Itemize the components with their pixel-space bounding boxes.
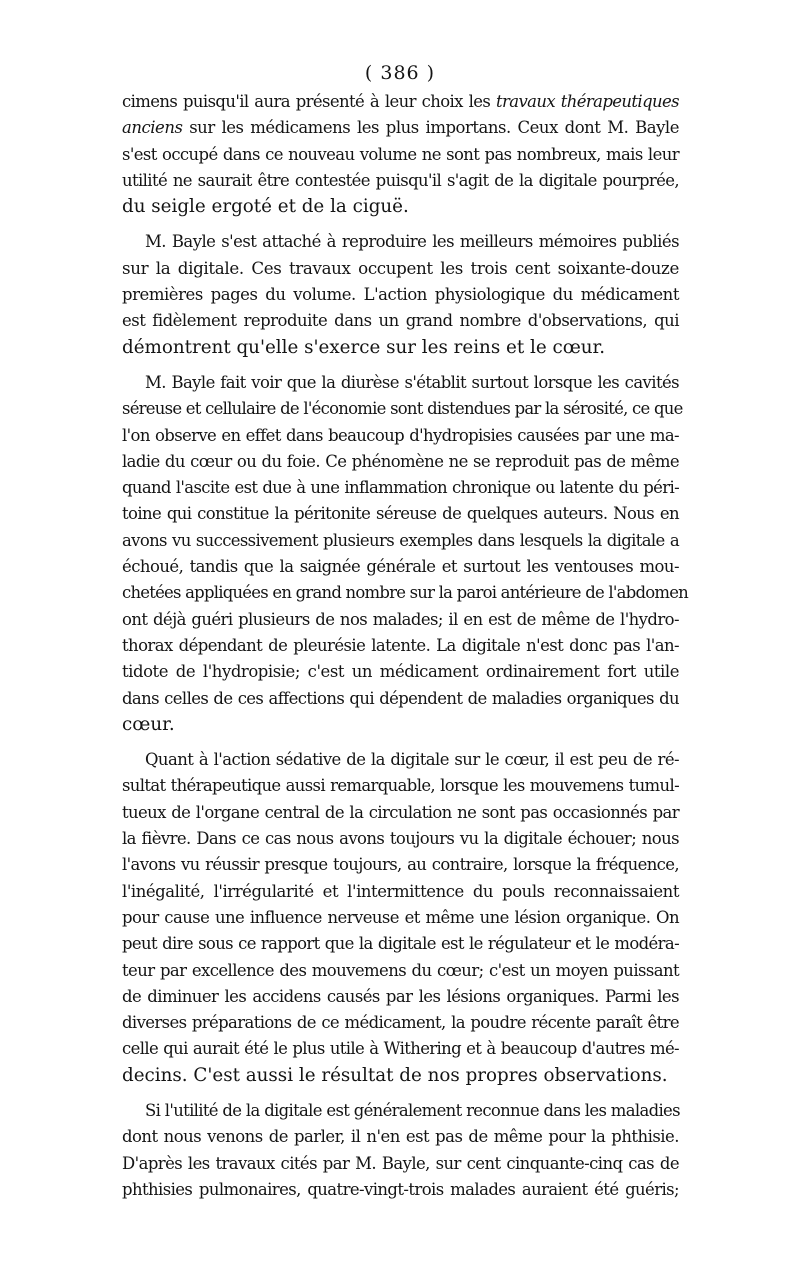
text-segment: du seigle ergoté et de la ciguë. xyxy=(122,196,409,218)
text-segment: l'inégalité, l'irrégularité et l'intermittence du pouls reconnaissaient xyxy=(122,881,679,901)
paragraph xyxy=(122,747,679,1089)
text-line xyxy=(122,282,679,308)
text-line xyxy=(122,396,683,422)
text-line xyxy=(122,142,679,168)
paragraph xyxy=(122,89,679,220)
text-line xyxy=(122,747,679,773)
text-segment: l'avons vu réussir presque toujours, au contraire, lorsque la fréquence, xyxy=(122,855,679,875)
paragraph-gap xyxy=(122,361,679,370)
text-segment: est fidèlement reproduite dans un grand nombre d'observations, qui xyxy=(122,311,679,331)
text-line xyxy=(122,800,679,826)
text-segment: cimens puisqu'il aura présenté à leur choix les xyxy=(122,92,496,111)
text-line xyxy=(122,905,679,931)
text-segment: l'on observe en effet dans beaucoup d'hydropisies causées par une ma- xyxy=(122,425,679,445)
text-segment: thorax dépendant de pleurésie latente. La digitale n'est donc pas l'an- xyxy=(122,635,679,655)
text-segment: sur la digitale. Ces travaux occupent les trois cent soixante-douze xyxy=(122,258,679,278)
text-segment: de diminuer les accidens causés par les lésions organiques. Parmi les xyxy=(122,986,679,1006)
text-line xyxy=(122,308,679,334)
text-line xyxy=(122,659,679,685)
text-line xyxy=(122,879,679,905)
text-line xyxy=(122,826,679,852)
text-segment: celle qui aurait été le plus utile à Withering et à beaucoup d'autres mé- xyxy=(122,1039,679,1059)
page-number: ( 386 ) xyxy=(364,62,436,84)
text-segment: quand l'ascite est due à une inflammation chronique ou latente du péri- xyxy=(122,478,679,498)
text-line xyxy=(122,1098,679,1124)
text-segment: sultat thérapeutique aussi remarquable, lorsque les mouvemens tumul- xyxy=(122,776,679,796)
text-line xyxy=(122,528,679,554)
paragraph-gap xyxy=(122,1089,679,1098)
text-line xyxy=(122,1036,679,1062)
text-segment: Quant à l'action sédative de la digitale sur le cœur, il est peu de ré- xyxy=(145,750,679,770)
text-line xyxy=(122,984,679,1010)
text-line xyxy=(122,1063,679,1089)
text-line xyxy=(122,168,679,194)
text-segment: peut dire sous ce rapport que la digitale est le régulateur et le modéra- xyxy=(122,934,679,954)
paragraph-gap xyxy=(122,738,679,747)
text-segment: pour cause une influence nerveuse et même une lésion organique. On xyxy=(122,907,679,927)
text-segment: chetées appliquées en grand nombre sur la paroi antérieure de l'abdomen xyxy=(122,583,688,603)
text-line xyxy=(122,229,679,255)
text-segment: premières pages du volume. L'action physiologique du médicament xyxy=(122,285,679,305)
text-segment: cœur. xyxy=(122,713,175,735)
text-line xyxy=(122,1124,679,1150)
text-segment: dans celles de ces affections qui dépendent de maladies organiques du xyxy=(122,688,679,708)
paragraph xyxy=(122,1098,679,1203)
text-line xyxy=(122,115,679,141)
italic-text: travaux thérapeutiques xyxy=(495,92,680,111)
text-line xyxy=(122,633,679,659)
paragraph xyxy=(122,229,679,360)
paragraph-gap xyxy=(122,220,679,229)
text-line xyxy=(122,1177,679,1203)
text-segment: ladie du cœur ou du foie. Ce phénomène ne se reproduit pas de même xyxy=(122,451,679,471)
text-segment: M. Bayle fait voir que la diurèse s'établit surtout lorsque les cavités xyxy=(145,372,679,392)
text-segment: tidote de l'hydropisie; c'est un médicament ordinairement fort utile xyxy=(122,662,679,682)
text-line xyxy=(122,773,679,799)
text-segment: M. Bayle s'est attaché à reproduire les meilleurs mémoires publiés xyxy=(145,232,679,252)
text-line xyxy=(122,686,679,712)
text-segment: utilité ne saurait être contestée puisqu'il s'agit de la digitale pourprée, xyxy=(122,170,679,190)
body-text xyxy=(122,89,688,1203)
text-line xyxy=(122,554,679,580)
text-line xyxy=(122,607,679,633)
text-line xyxy=(122,335,679,361)
text-segment: séreuse et cellulaire de l'économie sont distendues par la sérosité, ce que xyxy=(122,399,683,419)
text-segment: ont déjà guéri plusieurs de nos malades; il en est de même de l'hydro- xyxy=(122,609,679,629)
text-segment: s'est occupé dans ce nouveau volume ne sont pas nombreux, mais leur xyxy=(122,144,679,164)
text-line xyxy=(122,423,679,449)
text-segment: dont nous venons de parler, il n'en est pas de même pour la phthisie. xyxy=(122,1127,679,1147)
text-segment: decins. C'est aussi le résultat de nos propres observations. xyxy=(122,1064,668,1086)
text-line xyxy=(122,958,679,984)
text-line xyxy=(122,501,679,527)
text-segment: D'après les travaux cités par M. Bayle, sur cent cinquante-cinq cas de xyxy=(122,1153,679,1173)
text-line xyxy=(122,852,679,878)
text-line xyxy=(122,1151,679,1177)
text-line xyxy=(122,256,679,282)
text-line xyxy=(122,475,679,501)
text-segment: avons vu successivement plusieurs exemples dans lesquels la digitale a xyxy=(122,530,679,550)
text-segment: sur les médicamens les plus importans. Ceux dont M. Bayle xyxy=(182,118,679,138)
text-segment: tueux de l'organe central de la circulation ne sont pas occasionnés par xyxy=(122,802,679,822)
text-segment: diverses préparations de ce médicament, la poudre récente paraît être xyxy=(122,1013,679,1033)
text-line xyxy=(122,712,679,738)
text-line xyxy=(122,931,679,957)
text-line xyxy=(122,370,679,396)
text-line xyxy=(122,449,679,475)
text-segment: Si l'utilité de la digitale est généralement reconnue dans les maladies xyxy=(145,1100,680,1120)
text-segment: démontrent qu'elle s'exerce sur les reins et le cœur. xyxy=(122,336,606,358)
text-segment: phthisies pulmonaires, quatre-vingt-trois malades auraient été guéris; xyxy=(122,1179,679,1199)
italic-text: anciens xyxy=(122,118,183,138)
text-segment: teur par excellence des mouvemens du cœur; c'est un moyen puissant xyxy=(122,960,679,980)
text-segment: toine qui constitue la péritonite séreuse de quelques auteurs. Nous en xyxy=(122,504,679,524)
text-segment: la fièvre. Dans ce cas nous avons toujours vu la digitale échouer; nous xyxy=(122,829,679,849)
text-line xyxy=(122,194,679,220)
paragraph xyxy=(122,370,688,738)
text-line xyxy=(122,1010,679,1036)
text-line xyxy=(122,580,688,606)
text-line xyxy=(122,89,679,115)
text-segment: échoué, tandis que la saignée générale et surtout les ventouses mou- xyxy=(122,557,679,577)
